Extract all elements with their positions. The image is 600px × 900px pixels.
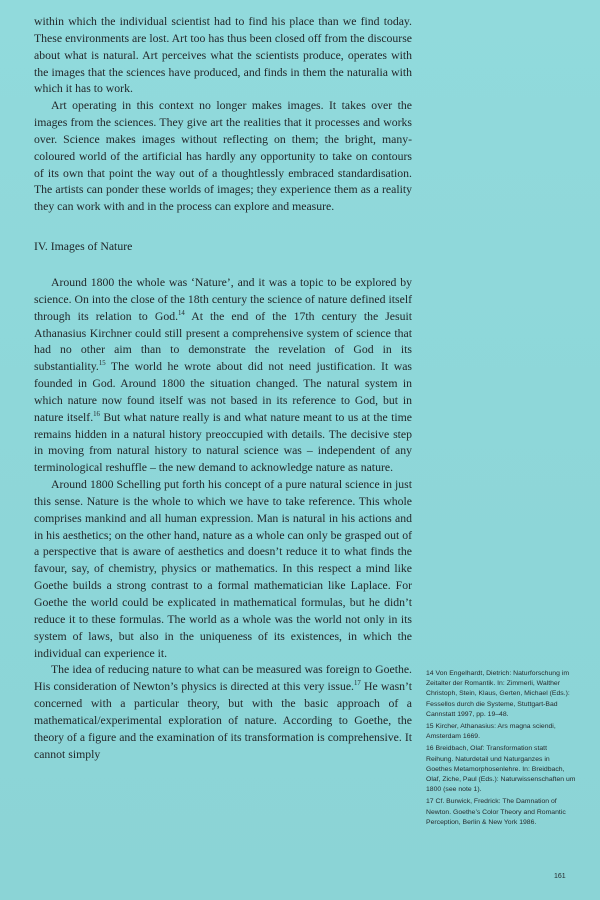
footnote: 14 Von Engelhardt, Dietrich: Naturforschung im Zeitalter der Romantik. In: Zimmerli, Walther Christoph, Stein, Klaus, Gerten, Michael (Eds.): Fessellos durch die Systeme, Stuttgart-Bad Cannstatt 1997, pp. 19–48. [426,670,570,718]
footnote-reference: 16 [93,410,100,418]
body-paragraph [34,662,412,763]
body-paragraph [34,275,412,477]
body-text-segment: He wasn’t concerned with a particular theory, but with the basic approach of a mathematical/experimental exploration of nature. According to Goethe, the theory of a figure and the examination of its transformation is comprehensive. It cannot simply [34,680,412,761]
body-text-segment: The world he wrote about did not need justification. It was founded in God. Around 1800 the situation changed. The natural system in which nature now found itself was not based in its reference to God, but in nature itself. [34,360,412,424]
section-heading: IV. Images of Nature [34,240,133,254]
main-text-column [34,14,412,763]
footnotes-column [426,669,576,830]
footnote-reference: 17 [354,680,361,688]
body-text-segment: The idea of reducing nature to what can be measured was foreign to Goethe. His consideration of Newton’s physics is directed at this very issue. [34,663,412,694]
body-paragraph: within which the individual scientist had to find his place than we find today. These environments are lost. Art too has thus been closed off from the discourse about what is natural. Art perceives what the scientists produce, operates with the images that the sciences have produced, and finds in them the naturalia with which it has to work. [34,15,412,96]
body-text-segment: At the end of the 17th century the Jesuit Athanasius Kirchner could still present a comprehensive system of science that had no other aim than to demonstrate the revelation of God in its substantiality. [34,309,413,374]
footnote-reference: 14 [178,309,185,317]
body-paragraph: Around 1800 Schelling put forth his concept of a pure natural science in just this sense. Nature is the whole to which we have to take reference. This whole comprises mankind and all human expression. Man is natural in his actions and in his aesthetics; on the other hand, nature as a whole can only be grasped out of a perspective that is aware of aesthetics and doesn’t reduce it to what finds the favour, say, of chemistry, physics or mathematics. In this respect a mind like Goethe builds a strong contrast to a formal mathematician like Laplace. For Goethe the world could be explicated in mathematical formulas, but he didn’t reduce it to these formulas. The world as a whole was the world not only in its system of laws, but also in the uniqueness of its existences, in which the individual can experience it. [34,478,412,660]
body-text-segment: Around 1800 the whole was ‘Nature’, and it was a topic to be explored by science. On into the close of the 18th century the science of nature defined itself through its relation to God. [34,275,412,323]
footnote: 16 Breidbach, Olaf: Transformation statt Reihung. Naturdetail und Naturganzes in Goethes Metamorphosenlehre. In: Breidbach, Olaf, Ziche, Paul (Eds.): Naturwissenschaften um 1800 (see note 1). [426,745,576,794]
footnote: 15 Kircher, Athanasius: Ars magna sciendi, Amsterdam 1669. [426,723,556,741]
footnote: 17 Cf. Burwick, Fredrick: The Damnation of Newton. Goethe’s Color Theory and Romantic Perception, Berlin & New York 1986. [426,798,566,826]
body-text-segment: But what nature really is and what nature meant to us at the time remains hidden in a natural history preoccupied with details. The decisive step in moving from natural history to natural science was – independent of any terminological reshuffle – the new demand to acknowledge nature as nature. [34,410,412,475]
footnote-reference: 15 [98,360,106,368]
page-number: 161 [554,873,566,880]
body-paragraph: Art operating in this context no longer makes images. It takes over the images from the sciences. They give art the realities that it processes and works over. Science makes images without reflecting on them; the bright, many-coloured world of the artificial has hardly any opportunity to take on contours of its own that point the way out of a thoughtlessly embraced standardisation. The artists can ponder these worlds of images; they experience them as a reality they can work with and in the process can explore and measure. [34,99,412,214]
